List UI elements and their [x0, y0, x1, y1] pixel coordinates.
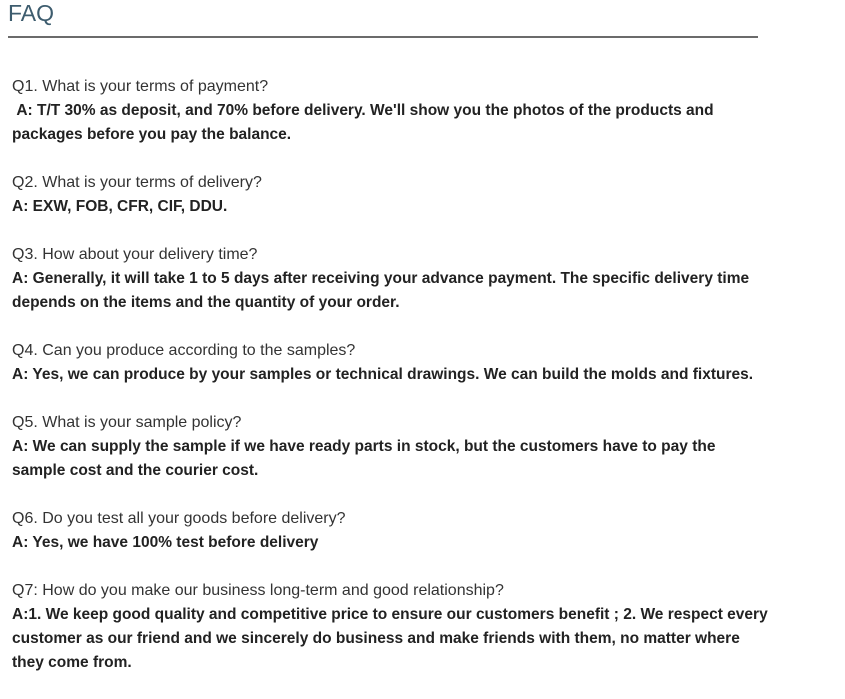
faq-item-5 — [12, 411, 772, 483]
faq-answer: A: EXW, FOB, CFR, CIF, DDU. — [12, 198, 228, 215]
faq-item-4 — [12, 339, 772, 387]
faq-question: Q6. Do you test all your goods before delivery? — [12, 510, 346, 527]
faq-question: Q3. How about your delivery time? — [12, 246, 258, 263]
page-title: FAQ — [8, 0, 55, 26]
faq-item-1 — [12, 75, 772, 147]
faq-list — [12, 75, 772, 699]
faq-answer: A: Generally, it will take 1 to 5 days after receiving your advance payment. The specific delivery time depends on the items and the quantity of your order. — [12, 270, 750, 311]
faq-item-2 — [12, 171, 772, 219]
faq-question: Q2. What is your terms of delivery? — [12, 174, 262, 191]
faq-answer: A: Yes, we have 100% test before delivery — [12, 534, 319, 551]
faq-answer: A:1. We keep good quality and competitive price to ensure our customers benefit ; 2. We respect every customer as our friend and we sincerely do business and make friends with them, no matter where they come from. — [12, 606, 768, 671]
faq-item-6 — [12, 507, 772, 555]
faq-answer: A: T/T 30% as deposit, and 70% before delivery. We'll show you the photos of the products and packages before you pay the balance. — [12, 102, 718, 143]
faq-item-3 — [12, 243, 772, 315]
faq-question: Q4. Can you produce according to the samples? — [12, 342, 356, 359]
faq-question: Q5. What is your sample policy? — [12, 414, 242, 431]
faq-answer: A: Yes, we can produce by your samples or technical drawings. We can build the molds and fixtures. — [12, 366, 754, 383]
faq-header — [8, 0, 758, 38]
faq-question: Q1. What is your terms of payment? — [12, 78, 269, 95]
faq-question: Q7: How do you make our business long-term and good relationship? — [12, 582, 504, 599]
faq-item-7 — [12, 579, 772, 675]
faq-answer: A: We can supply the sample if we have ready parts in stock, but the customers have to pay the sample cost and the courier cost. — [12, 438, 716, 479]
